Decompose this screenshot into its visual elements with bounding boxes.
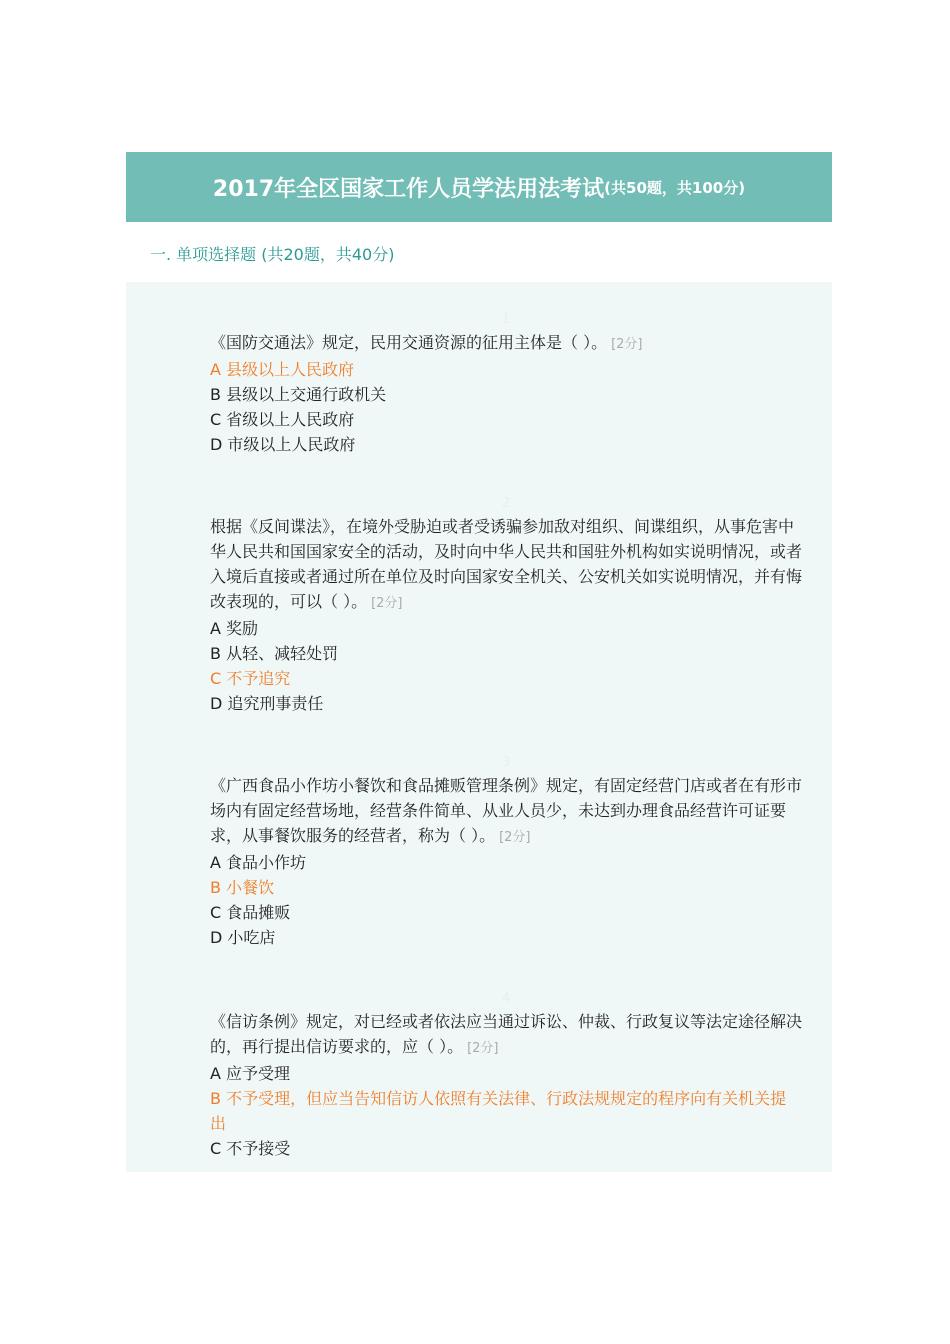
option-b[interactable]: B 县级以上交通行政机关	[210, 385, 387, 404]
option-c[interactable]: C 省级以上人民政府	[210, 410, 355, 429]
question-item	[210, 753, 802, 950]
option-a[interactable]: A 奖励	[210, 619, 259, 638]
question-stem	[210, 330, 802, 357]
question-number: 3	[501, 755, 511, 770]
question-number: 1	[501, 312, 511, 327]
question-points: [2分]	[371, 596, 403, 611]
option-b[interactable]: B 小餐饮	[210, 878, 275, 897]
option-c[interactable]: C 不予接受	[210, 1139, 291, 1158]
section-title: 一. 单项选择题 (共20题，共40分)	[150, 245, 395, 264]
question-number: 2	[501, 496, 511, 511]
question-text: 《信访条例》规定，对已经或者依法应当通过诉讼、仲裁、行政复议等法定途径解决的，再行提出信访要求的，应（ ）。	[210, 1012, 803, 1056]
option-a[interactable]: A 应予受理	[210, 1064, 291, 1083]
option-a[interactable]: A 食品小作坊	[210, 853, 307, 872]
question-text: 根据《反间谍法》，在境外受胁迫或者受诱骗参加敌对组织、间谍组织，从事危害中华人民共和国国家安全的活动，及时向中华人民共和国驻外机构如实说明情况，或者入境后直接或者通过所在单位及时向国家安全机关、公安机关如实说明情况，并有悔改表现的，可以（ ）。	[210, 517, 803, 611]
question-text: 《广西食品小作坊小餐饮和食品摊贩管理条例》规定，有固定经营门店或者在有形市场内有固定经营场地，经营条件简单、从业人员少，未达到办理食品经营许可证要求，从事餐饮服务的经营者，称为（ ）。	[210, 776, 803, 845]
exam-title-banner	[126, 152, 832, 222]
option-b[interactable]: B 从轻、减轻处罚	[210, 644, 339, 663]
option-b[interactable]: B 不予受理，但应当告知信访人依照有关法律、行政法规规定的程序向有关机关提出	[210, 1089, 787, 1133]
option-d[interactable]: D 市级以上人民政府	[210, 435, 356, 454]
question-panel	[126, 282, 832, 1172]
question-item	[210, 989, 802, 1161]
question-item	[210, 494, 802, 716]
option-c[interactable]: C 食品摊贩	[210, 903, 291, 922]
question-number: 4	[501, 991, 511, 1006]
option-d[interactable]: D 追究刑事责任	[210, 694, 324, 713]
option-c[interactable]: C 不予追究	[210, 669, 291, 688]
option-d[interactable]: D 小吃店	[210, 928, 276, 947]
question-stem	[210, 1009, 802, 1061]
question-stem	[210, 514, 802, 616]
question-points: [2分]	[499, 830, 531, 845]
question-item	[210, 310, 802, 457]
exam-title-summary: (共50题，共100分)	[604, 178, 746, 197]
question-points: [2分]	[611, 337, 643, 352]
question-stem	[210, 773, 802, 850]
question-text: 《国防交通法》规定，民用交通资源的征用主体是（ ）。	[210, 333, 608, 352]
option-a[interactable]: A 县级以上人民政府	[210, 360, 355, 379]
question-points: [2分]	[467, 1041, 499, 1056]
exam-title: 2017年全区国家工作人员学法用法考试	[212, 176, 605, 202]
